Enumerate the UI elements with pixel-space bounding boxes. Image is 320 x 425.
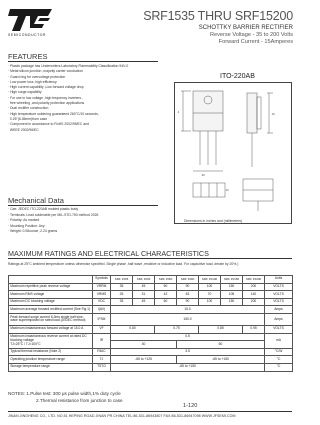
table-row: Operating junction temperature range TJ -65 to +125 -65 to +150 °C: [9, 356, 293, 364]
mechanical-item: · Terminals: Lead solderable per MIL-STD-750 method 2026: [8, 212, 99, 217]
header-part-cell: SRF 15100: [199, 276, 221, 284]
product-subtitle: SCHOTTKY BARRIER RECTIFIER: [198, 25, 293, 31]
svg-text:.19: .19: [271, 113, 275, 116]
company-footer: JINAN JINGHENG CO., LTD. NO.51 HEPING ROAD JINAN PR.CHINA TEL:86-531-86943807 FAX:86-531-86947098 WWW.JFSEMI.COM: [8, 414, 236, 418]
svg-text:.4: .4: [177, 111, 180, 114]
header-part-cell: SRF 1545: [133, 276, 155, 284]
table-header-row: [9, 276, 293, 284]
header-param-cell: [9, 276, 93, 284]
feature-item: · Guard ring for overvoltage protection: [8, 74, 66, 79]
features-list: [8, 64, 158, 133]
ratings-note: Ratings at 25°C ambient temperature unless otherwise specified .Single phase ,half wave ,resistive or inductive load. For capacitive load, derate by 20%.): [8, 262, 239, 266]
feature-item: · Plastic package has Underwriters Laboratory Flammability Classification 94V-0: [8, 64, 129, 68]
feature-item: · High surge capability: [8, 90, 42, 95]
feature-item: · Low power loss ,high efficiency: [8, 79, 57, 84]
table-row: Maximum average forward rectified current (See Fig.1) I(AV) 15.0 Amps: [9, 306, 293, 314]
svg-text:.39: .39: [201, 174, 205, 177]
header-symbol-cell: Symbols: [93, 276, 111, 284]
table-row: Maximum repetitive peak reverse voltage VRRM 35 45 60 90 100 150 200 VOLTS: [9, 283, 293, 291]
brand-subtitle: SEMICONDUCTOR: [8, 33, 47, 37]
feature-item: · For use in low voltage ,high frequency inverters ,: [8, 95, 84, 100]
table-row: Typical thermal resistance (Note 2) RθJC 3.5 °C/W: [9, 348, 293, 356]
table-row: Maximum instantaneous forward voltage at 15.0 A VF 0.60 0.75 0.85 0.95 VOLTS: [9, 325, 293, 333]
header-part-cell: SRF 1590: [177, 276, 199, 284]
company-logo: [8, 8, 54, 32]
page-title: SRF1535 THRU SRF15200: [143, 9, 293, 23]
feature-item: · High temperature soldering guaranteed 260°C/10 seconds,: [8, 111, 99, 116]
ratings-heading: MAXIMUM RATINGS AND ELECTRICAL CHARACTERISTICS: [8, 249, 209, 258]
page-number: 1-120: [183, 403, 198, 409]
feature-item: · Dual rectifier construction: [8, 106, 49, 111]
header-part-cell: SRF 15200: [243, 276, 265, 284]
footer-divider: [8, 411, 292, 412]
header-units-cell: Units: [265, 276, 293, 284]
mechanical-item: · Weight: 0.08ounce ,2.24 grams: [8, 229, 58, 234]
ratings-divider: [8, 258, 292, 259]
feature-item: free wheeling ,and polarity protection applications: [9, 101, 85, 106]
mechanical-heading: Mechanical Data: [8, 196, 64, 205]
dimensions-note: Dimensions in inches and (millimeters): [184, 219, 243, 223]
mechanical-divider: [8, 205, 158, 206]
note-2: 2.Thermal resistance from junction to case: [36, 397, 123, 403]
features-divider: [8, 61, 158, 62]
table-row: Storage temperature range TSTG -65 to +150 °C: [9, 363, 293, 371]
forward-current-spec: Forward Current - 15Amperes: [218, 39, 293, 45]
header-part-cell: SRF 15150: [221, 276, 243, 284]
table-row: Maximum instantaneous reverse current at rated DC blocking voltage TJ=25°C / TJ=100°C IR 0.5 mA: [9, 333, 293, 341]
svg-text:.10: .10: [225, 189, 229, 192]
note-1: NOTES: 1.Pulse test: 300 μs pulse width,1% duty cycle: [8, 391, 121, 396]
header-part-cell: SRF 1560: [155, 276, 177, 284]
table-row: Maximum RMS voltage VRMS 25 31 42 63 70 105 140 VOLTS: [9, 291, 293, 299]
mechanical-item: · Mounting Position: Any: [8, 223, 45, 228]
package-outline-box: [174, 82, 292, 224]
feature-item: WEEE 2002/96/EC: [9, 127, 39, 132]
mechanical-item: · Cae: JEDEC ITO-220AB molded plastic body: [8, 207, 79, 211]
feature-item: · Component in accordance to RoHS 2002/95/EC and: [8, 122, 89, 127]
table-row: Peak forward surge current 8.3ms single half sine-wave superimposed on rated load (JEDEC method) IFSM 150.0 Amps: [9, 313, 293, 325]
feature-item: · High current capability ,Low forward voltage drop: [8, 85, 84, 90]
features-heading: FEATURES: [8, 52, 48, 61]
header-part-cell: SRF 1535: [111, 276, 133, 284]
feature-item: 0.25"(6.35mm)from case: [9, 116, 48, 121]
table-row: 30 50: [9, 341, 293, 349]
feature-item: · Metal silicon junction ,majority carrier conduction: [8, 69, 84, 74]
mechanical-list: [8, 207, 168, 235]
package-dimension-drawing: [175, 83, 292, 224]
table-row: Maximum DC blocking voltage VDC 35 45 60 90 100 150 200 VOLTS: [9, 298, 293, 306]
package-label: ITO-220AB: [220, 73, 255, 80]
reverse-voltage-spec: Reverse Voltage - 35 to 200 Volts: [209, 32, 293, 38]
ratings-table: [8, 275, 293, 372]
notes-block: [8, 391, 123, 404]
mechanical-item: · Polarity: As marked: [8, 218, 40, 223]
